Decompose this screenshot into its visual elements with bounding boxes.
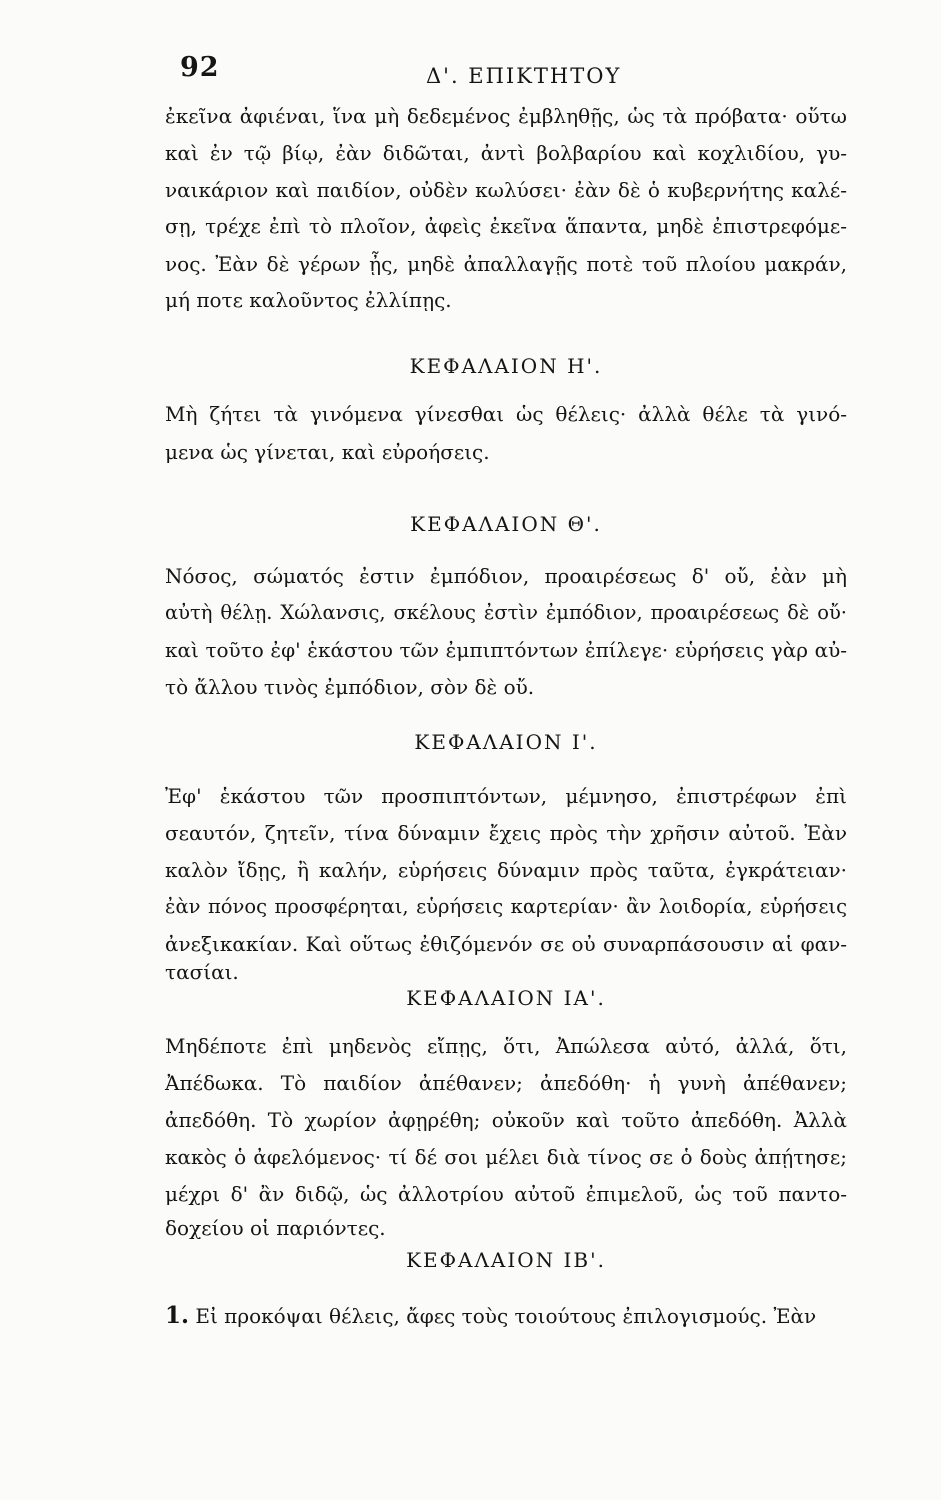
text-line: μενα ὡς γίνεται, καὶ εὐροήσεις. [165,440,490,464]
chapter-heading: ΚΕΦΑΛΑΙΟΝ Η'. [409,354,603,378]
paragraph-number: 1. [165,1302,190,1329]
text-line: Νόσος, σώματός ἐστιν ἐμπόδιον, προαιρέσεως δ' οὔ, ἐὰν μὴ [165,564,847,588]
text-line: ἐὰν πόνος προσφέρηται, εὑρήσεις καρτερίαν· ἂν λοιδορία, εὑρήσεις [165,895,847,918]
text-line: σεαυτόν, ζητεῖν, τίνα δύναμιν ἔχεις πρὸς τὴν χρῆσιν αὐτοῦ. Ἐὰν [165,821,847,845]
text-line-content: Εἰ προκόψαι θέλεις, ἄφες τοὺς τοιούτους ἐπιλογισμούς. Ἐὰν [195,1304,817,1328]
text-line: αὐτὴ θέλῃ. Χώλανσις, σκέλους ἐστὶν ἐμπόδιον, προαιρέσεως δὲ οὔ· [165,601,847,624]
text-line: ἐκεῖνα ἀφιέναι, ἵνα μὴ δεδεμένος ἐμβληθῇς, ὡς τὰ πρόβατα· οὕτω [165,104,847,128]
chapter-heading: ΚΕΦΑΛΑΙΟΝ ΙΒ'. [406,1248,606,1272]
text-line: σῃ, τρέχε ἐπὶ τὸ πλοῖον, ἀφεὶς ἐκεῖνα ἅπαντα, μηδὲ ἐπιστρεφόμε- [165,214,847,238]
text-line [165,1302,847,1329]
text-line: τὸ ἄλλου τινὸς ἐμπόδιον, σὸν δὲ οὔ. [165,675,535,699]
running-head: Δ'. ΕΠΙΚΤΗΤΟΥ [426,64,622,88]
text-line: κακὸς ὁ ἀφελόμενος· τί δέ σοι μέλει διὰ τίνος σε ὁ δοὺς ἀπῄτησε; [165,1145,847,1169]
chapter-heading: ΚΕΦΑΛΑΙΟΝ ΙΑ'. [406,986,606,1010]
page-number: 92 [180,52,220,83]
text-line: Ἐφ' ἑκάστου τῶν προσπιπτόντων, μέμνησο, ἐπιστρέφων ἐπὶ [165,784,847,808]
text-line: ναικάριον καὶ παιδίον, οὐδὲν κωλύσει· ἐὰν δὲ ὁ κυβερνήτης καλέ- [165,178,847,202]
text-line: ἀνεξικακίαν. Καὶ οὕτως ἐθιζόμενόν σε οὐ συναρπάσουσιν αἱ φαν- [165,932,847,956]
text-line: Ἀπέδωκα. Τὸ παιδίον ἀπέθανεν; ἀπεδόθη· ἡ γυνὴ ἀπέθανεν; [165,1071,847,1095]
chapter-heading: ΚΕΦΑΛΑΙΟΝ Ι'. [414,730,598,754]
text-line: μέχρι δ' ἂν διδῷ, ὡς ἀλλοτρίου αὐτοῦ ἐπιμελοῦ, ὡς τοῦ παντο- [165,1182,847,1206]
text-line: νος. Ἐὰν δὲ γέρων ᾖς, μηδὲ ἀπαλλαγῇς ποτὲ τοῦ πλοίου μακράν, [165,252,847,276]
chapter-heading: ΚΕΦΑΛΑΙΟΝ Θ'. [410,512,602,536]
text-line: δοχείου οἱ παριόντες. [165,1216,386,1240]
text-line: ἀπεδόθη. Τὸ χωρίον ἀφῃρέθη; οὐκοῦν καὶ τοῦτο ἀπεδόθη. Ἀλλὰ [165,1108,847,1132]
text-line: καὶ ἐν τῷ βίῳ, ἐὰν διδῶται, ἀντὶ βολβαρίου καὶ κοχλιδίου, γυ- [165,141,847,165]
text-line: καὶ τοῦτο ἐφ' ἑκάστου τῶν ἐμπιπτόντων ἐπίλεγε· εὑρήσεις γὰρ αὐ- [165,638,847,662]
text-line: μή ποτε καλοῦντος ἐλλίπῃς. [165,288,452,312]
text-line: καλὸν ἴδῃς, ἢ καλήν, εὑρήσεις δύναμιν πρὸς ταῦτα, ἐγκράτειαν· [165,858,847,882]
text-line: τασίαι. [165,960,239,984]
text-line: Μὴ ζήτει τὰ γινόμενα γίνεσθαι ὡς θέλεις· ἀλλὰ θέλε τὰ γινό- [165,402,847,426]
text-line: Μηδέποτε ἐπὶ μηδενὸς εἴπῃς, ὅτι, Ἀπώλεσα αὐτό, ἀλλά, ὅτι, [165,1034,847,1058]
